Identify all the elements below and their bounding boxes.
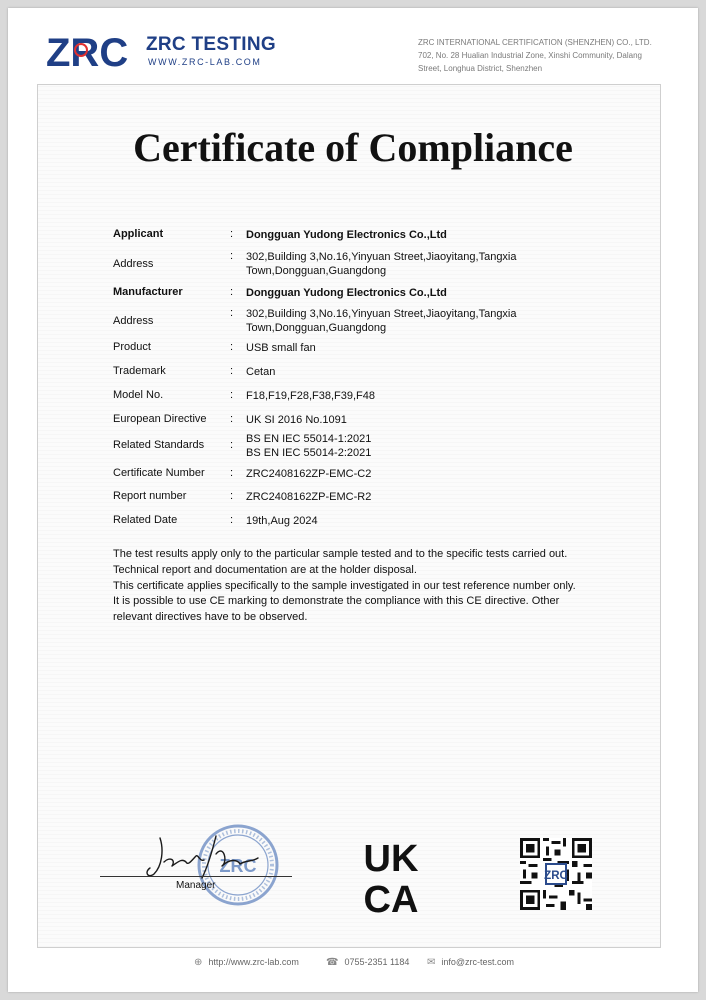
globe-icon: ⊕ <box>194 957 203 968</box>
field-colon: : <box>230 389 234 401</box>
statement-line: relevant directives have to be observed. <box>113 611 308 624</box>
field-label: Report number <box>113 490 187 502</box>
mail-icon: ✉ <box>427 957 436 968</box>
footer-website <box>194 957 299 968</box>
statement-line: Technical report and documentation are at the holder disposal. <box>113 563 417 576</box>
field-value: ZRC2408162ZP-EMC-R2 <box>246 491 372 503</box>
field-colon: : <box>230 228 234 240</box>
footer-website-text: http://www.zrc-lab.com <box>208 957 299 967</box>
company-line: 702, No. 28 Hualian Industrial Zone, Xinshi Community, Dalang <box>418 51 642 60</box>
footer-email-text: info@zrc-test.com <box>441 957 515 967</box>
qr-code <box>520 838 592 910</box>
statement-line: This certificate applies specifically to the sample investigated in our test reference number only. <box>113 579 576 592</box>
field-colon: : <box>230 467 234 479</box>
field-colon: : <box>230 413 234 425</box>
field-colon: : <box>230 307 234 319</box>
field-colon: : <box>230 439 234 451</box>
certificate-title: Certificate of Compliance <box>133 125 573 170</box>
field-label: Trademark <box>113 365 166 377</box>
field-value: Dongguan Yudong Electronics Co.,Ltd <box>246 287 447 299</box>
logo-letters: ZRC <box>46 31 129 72</box>
compliance-statement <box>113 547 583 626</box>
footer-email <box>427 957 514 968</box>
field-label: European Directive <box>113 413 207 425</box>
signature-line <box>100 876 292 877</box>
phone-icon: ☎ <box>326 957 339 968</box>
field-label: Applicant <box>113 228 164 240</box>
qr-logo-text: ZRC <box>544 869 568 882</box>
seal-text: ZRC <box>219 856 257 876</box>
signatory-role: Manager <box>176 880 216 891</box>
field-value: 302,Building 3,No.16,Yinyuan Street,Jiaoyitang,Tangxia Town,Dongguan,Guangdong <box>246 251 517 277</box>
ukca-line2: CA <box>363 879 419 916</box>
field-colon: : <box>230 286 234 298</box>
field-label: Related Date <box>113 514 178 526</box>
standard-line: BS EN IEC 55014-1:2021 <box>246 433 372 445</box>
field-value <box>246 432 576 460</box>
field-label: Product <box>113 341 151 353</box>
field-value: Dongguan Yudong Electronics Co.,Ltd <box>246 229 447 241</box>
field-value: 19th,Aug 2024 <box>246 515 318 527</box>
field-label: Related Standards <box>113 439 205 451</box>
field-colon: : <box>230 341 234 353</box>
ukca-line1: UK <box>363 838 419 880</box>
statement-line: It is possible to use CE marking to demonstrate the compliance with this CE directive. Other <box>113 595 560 608</box>
company-address <box>418 36 658 75</box>
field-colon: : <box>230 365 234 377</box>
field-label: Address <box>113 315 154 327</box>
field-label: Address <box>113 258 154 270</box>
field-value: 302,Building 3,No.16,Yinyuan Street,Jiaoyitang,Tangxia Town,Dongguan,Guangdong <box>246 308 517 334</box>
statement-line: The test results apply only to the particular sample tested and to the specific tests carried out. <box>113 548 568 560</box>
field-label: Certificate Number <box>113 467 205 479</box>
brand-name: ZRC TESTING <box>146 34 276 55</box>
field-colon: : <box>230 514 234 526</box>
field-value: UK SI 2016 No.1091 <box>246 414 347 426</box>
field-colon: : <box>230 490 234 502</box>
footer-phone-text: 0755-2351 1184 <box>344 957 410 967</box>
field-colon: : <box>230 250 234 262</box>
field-label: Model No. <box>113 389 164 401</box>
standard-line: BS EN IEC 55014-2:2021 <box>246 447 372 459</box>
field-value: Cetan <box>246 366 276 378</box>
zrc-logo <box>44 28 140 72</box>
company-line: Street, Longhua District, Shenzhen <box>418 64 543 73</box>
handwritten-signature <box>142 832 277 887</box>
brand-url: WWW.ZRC-LAB.COM <box>148 57 262 67</box>
company-line: ZRC INTERNATIONAL CERTIFICATION (SHENZHEN) CO., LTD. <box>418 38 652 47</box>
field-value: USB small fan <box>246 342 316 354</box>
ukca-mark <box>350 834 432 916</box>
field-value: F18,F19,F28,F38,F39,F48 <box>246 390 376 402</box>
field-value: ZRC2408162ZP-EMC-C2 <box>246 468 372 480</box>
footer-phone <box>326 957 409 968</box>
field-label: Manufacturer <box>113 286 183 298</box>
